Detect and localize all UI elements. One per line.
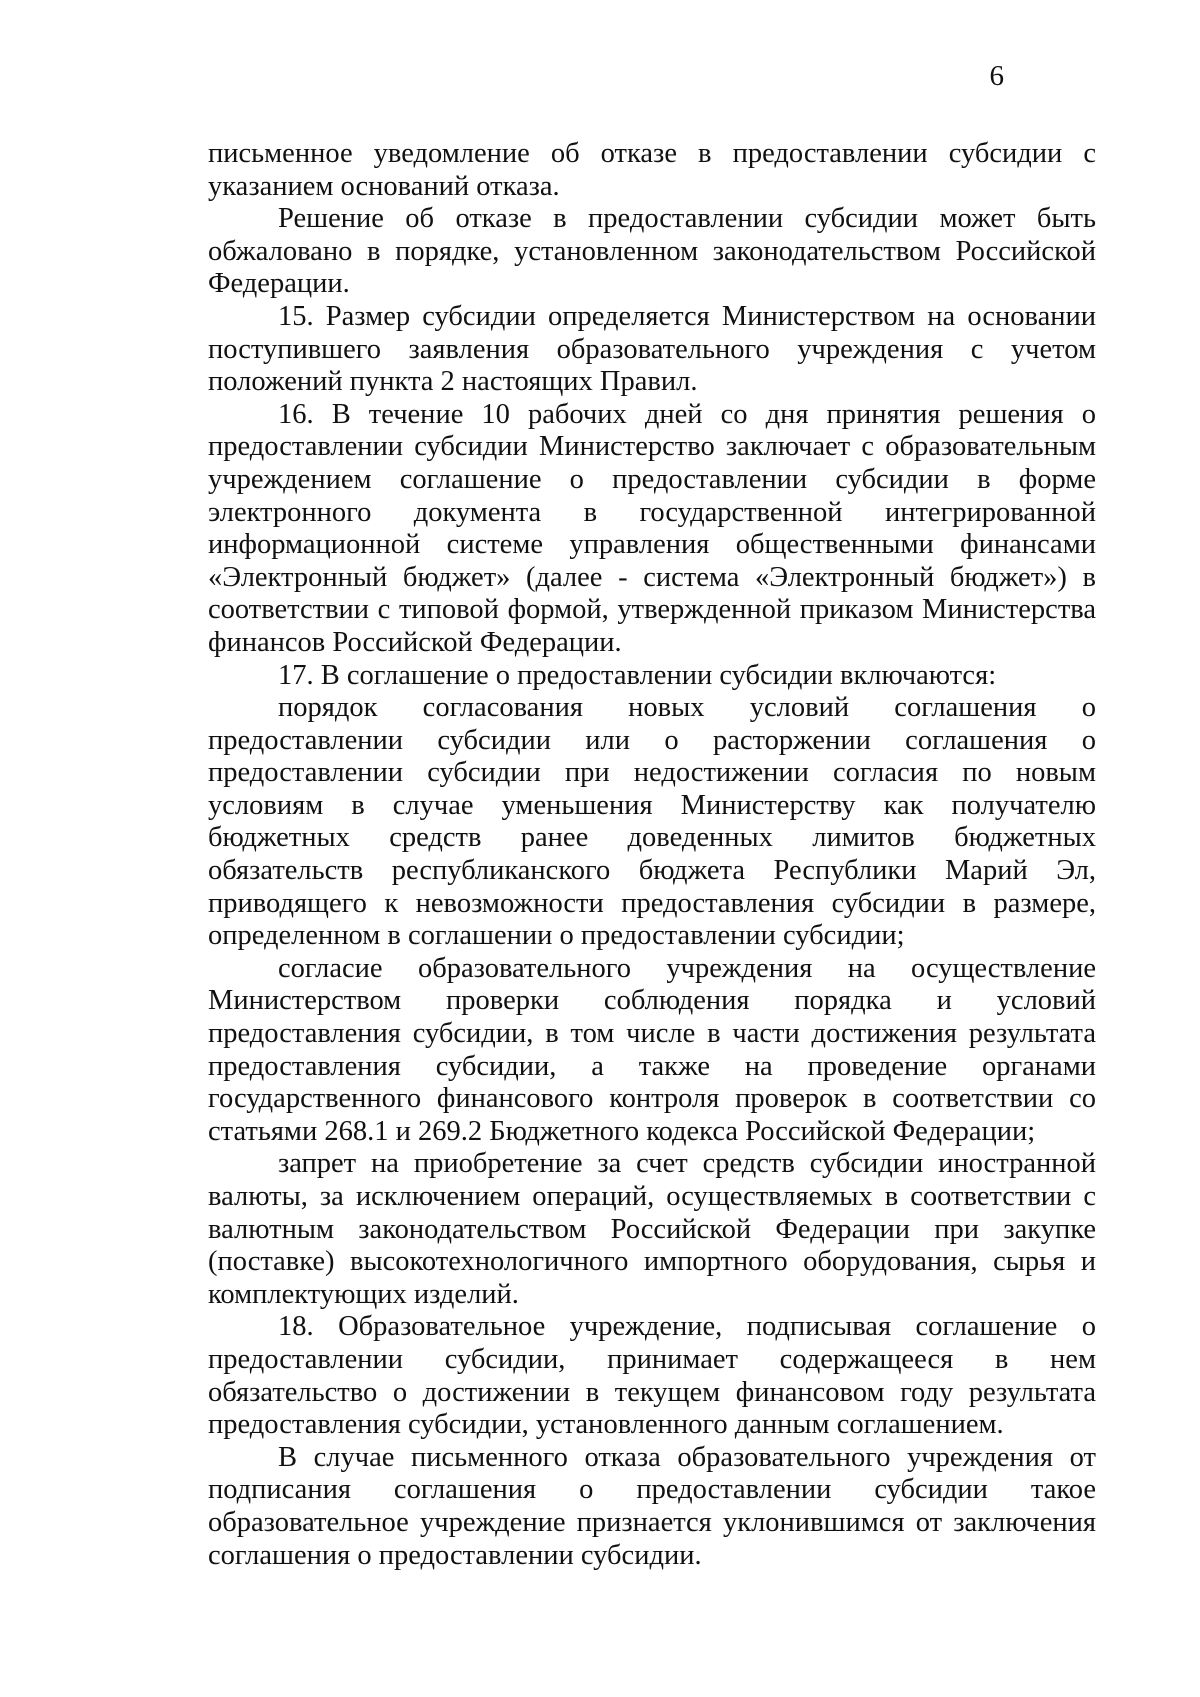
page-number: 6 bbox=[989, 60, 1004, 92]
paragraph-item-17-condition-1: порядок согласования новых условий соглашения о предоставлении субсидии или о расторжении соглашения о предоставлении субсидии при недостижении согласия по новым условиям в случае уменьшения Министерству как получателю бюджетных средств ранее доведенных лимитов бюджетных обязательств республиканского бюджета Республики Марий Эл, приводящего к невозможности предоставления субсидии в размере, определенном в соглашении о предоставлении субсидии; bbox=[208, 692, 1096, 952]
paragraph-item-16: 16. В течение 10 рабочих дней со дня принятия решения о предоставлении субсидии Министерство заключает с образовательным учреждением соглашение о предоставлении субсидии в форме электронного документа в государственной интегрированной информационной системе управления общественными финансами «Электронный бюджет» (далее - система «Электронный бюджет») в соответствии с типовой формой, утвержденной приказом Министерства финансов Российской Федерации. bbox=[208, 398, 1096, 658]
paragraph-item-17-condition-2: согласие образовательного учреждения на осуществление Министерством проверки соблюдения порядка и условий предоставления субсидии, в том числе в части достижения результата предоставления субсидии, а также на проведение органами государственного финансового контроля проверок в соответствии со статьями 268.1 и 269.2 Бюджетного кодекса Российской Федерации; bbox=[208, 952, 1096, 1147]
paragraph-item-17-condition-3: запрет на приобретение за счет средств субсидии иностранной валюты, за исключением операций, осуществляемых в соответствии с валютным законодательством Российской Федерации при закупке (поставке) высокотехнологичного импортного оборудования, сырья и комплектующих изделий. bbox=[208, 1148, 1096, 1310]
paragraph-item-18: 18. Образовательное учреждение, подписывая соглашение о предоставлении субсидии, принимает содержащееся в нем обязательство о достижении в текущем финансовом году результата предоставления субсидии, установленного данным соглашением. bbox=[208, 1311, 1096, 1441]
document-body bbox=[208, 138, 1096, 1572]
paragraph-appeal: Решение об отказе в предоставлении субсидии может быть обжаловано в порядке, установленном законодательством Российской Федерации. bbox=[208, 203, 1096, 300]
paragraph-item-17: 17. В соглашение о предоставлении субсидии включаются: bbox=[278, 659, 997, 691]
paragraph-refusal-to-sign: В случае письменного отказа образовательного учреждения от подписания соглашения о предоставлении субсидии такое образовательное учреждение признается уклонившимся от заключения соглашения о предоставлении субсидии. bbox=[208, 1441, 1096, 1571]
paragraph-item-15: 15. Размер субсидии определяется Министерством на основании поступившего заявления образовательного учреждения с учетом положений пункта 2 настоящих Правил. bbox=[208, 300, 1096, 398]
paragraph-refusal-notice: письменное уведомление об отказе в предоставлении субсидии с указанием оснований отказа. bbox=[208, 138, 1096, 202]
